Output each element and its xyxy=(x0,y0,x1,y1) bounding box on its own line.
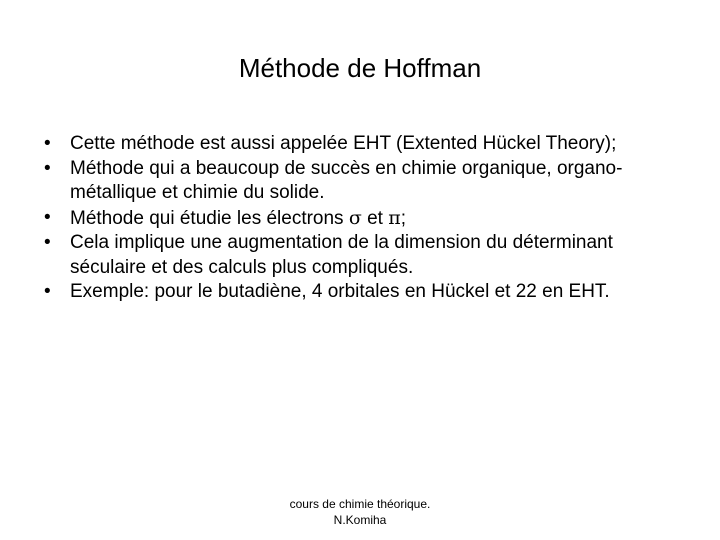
bullet-text-3-middle: et xyxy=(361,207,389,229)
bullet-list xyxy=(44,132,684,305)
sigma-symbol: σ xyxy=(348,206,362,229)
footer-course: cours de chimie théorique. xyxy=(289,497,431,511)
bullet-icon: • xyxy=(44,232,51,253)
bullet-text-3-after: ; xyxy=(400,207,407,229)
bullet-item-5 xyxy=(44,280,684,305)
slide-title: Méthode de Hoffman xyxy=(238,53,482,83)
bullet-item-3 xyxy=(44,206,684,232)
bullet-icon: • xyxy=(44,157,51,179)
bullet-icon: • xyxy=(44,281,51,302)
bullet-icon: • xyxy=(44,206,51,228)
bullet-item-1 xyxy=(44,132,684,157)
bullet-text-3-before: Méthode qui étudie les électrons xyxy=(70,207,349,229)
bullet-icon: • xyxy=(44,133,51,154)
footer-author: N.Komiha xyxy=(333,513,387,527)
bullet-text-1: Cette méthode est aussi appelée EHT (Extented Hückel Theory); xyxy=(70,133,617,154)
slide-footer xyxy=(230,496,490,528)
pi-symbol: π xyxy=(388,206,401,229)
bullet-text-4: Cela implique une augmentation de la dimension du déterminant séculaire et des calculs plus compliqués. xyxy=(70,232,613,278)
bullet-text-2: Méthode qui a beaucoup de succès en chimie organique, organo-métallique et chimie du solide. xyxy=(70,157,623,203)
bullet-item-4 xyxy=(44,231,684,280)
bullet-text-5: Exemple: pour le butadiène, 4 orbitales en Hückel et 22 en EHT. xyxy=(70,281,610,302)
bullet-item-2 xyxy=(44,157,684,206)
